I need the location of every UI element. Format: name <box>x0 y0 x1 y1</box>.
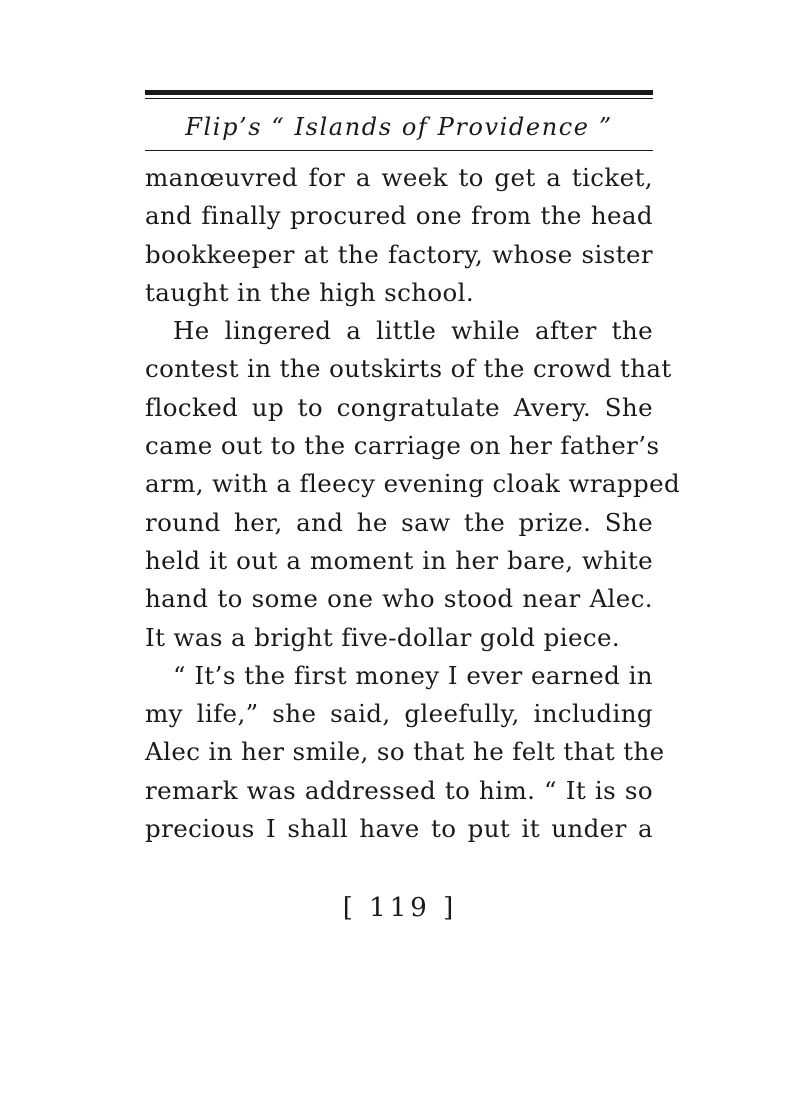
text-line: taught in the high school. <box>145 277 475 307</box>
text-line: held it out a moment in her bare, white <box>145 545 653 575</box>
page-number: [ 119 ] <box>342 893 458 923</box>
text-line: precious I shall have to put it under a <box>145 814 653 844</box>
text-line: flocked up to congratulate Avery. She <box>145 392 653 422</box>
body-text <box>145 159 681 848</box>
text-line: He lingered a little while after the <box>173 316 653 346</box>
text-line: and finally procured one from the head <box>145 201 653 231</box>
running-title: Flip’s “ Islands of Providence ” <box>185 113 613 141</box>
text-line: arm, with a fleecy evening cloak wrapped <box>145 469 681 499</box>
text-line: It was a bright five-dollar gold piece. <box>145 622 621 652</box>
text-line: manœuvred for a week to get a ticket, <box>145 163 653 192</box>
title-underline-rule <box>145 150 653 151</box>
text-line: hand to some one who stood near Alec. <box>145 584 653 614</box>
text-line: Alec in her smile, so that he felt that the <box>145 737 665 767</box>
text-line: “ It’s the first money I ever earned in <box>173 660 653 690</box>
text-line: came out to the carriage on her father’s <box>145 431 660 461</box>
text-line: my life,” she said, gleefully, including <box>145 699 653 729</box>
book-page <box>145 90 681 848</box>
text-line: round her, and he saw the prize. She <box>145 507 653 537</box>
text-line: contest in the outskirts of the crowd that <box>145 354 672 384</box>
text-line: bookkeeper at the factory, whose sister <box>145 239 653 269</box>
text-line: remark was addressed to him. “ It is so <box>145 775 653 805</box>
